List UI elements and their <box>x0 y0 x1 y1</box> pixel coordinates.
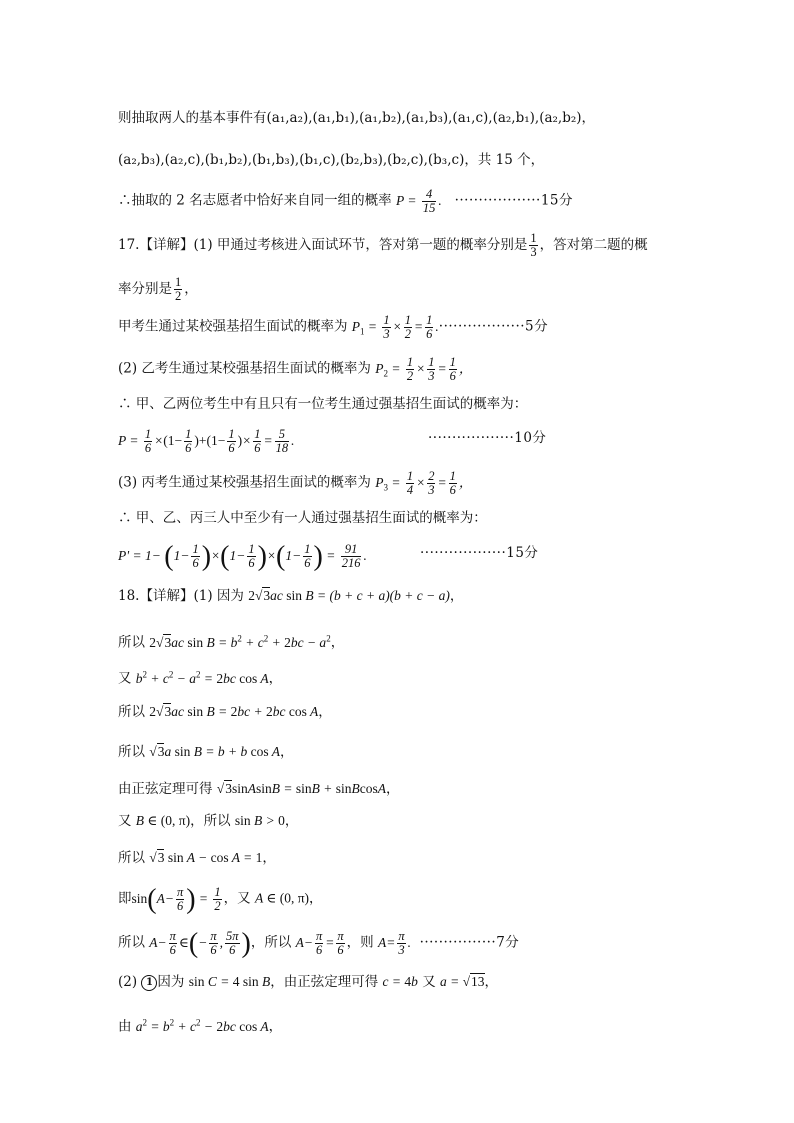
formula: 2√3ac sin B = (b + c + a)(b + c − a) <box>248 588 450 603</box>
formula: A= $\frac{\pi}{3}$ . <box>377 929 411 957</box>
circled-number-1: 1 <box>141 975 157 991</box>
text-segment: 即 <box>118 890 132 907</box>
formula-line <box>118 428 294 455</box>
formula: P' = 1− (1− $\frac{1}{6}$ )×(1− $\frac{1}{6}$ )×(1− $\frac{1}{6}$ ) = $\frac{91}{216}$ . <box>118 540 367 572</box>
score-mark: ··················10分 <box>428 430 547 446</box>
score-mark: ··················15分 <box>454 192 574 209</box>
text-line <box>118 108 595 128</box>
text-line: 所以 A− $\frac{\pi}{6}$ ∈(− $\frac{\pi}{6}$ , $\frac{5\pi}{6}$ )，所以 A− $\frac{\pi}{6}$ = $\frac{\pi}{6}$ ，则 A= $\frac{\pi}{3}$ . ················7分 <box>118 927 520 959</box>
fraction: $\frac{1}{3}$ <box>530 231 537 259</box>
text-line: 即sin(A− $\frac{\pi}{6}$ ) = $\frac{1}{2}$ ，又 A ∈ (0, π)， <box>118 883 323 915</box>
text-segment: 所以 <box>118 634 145 651</box>
text-segment: 所以 <box>118 704 145 720</box>
score-mark: ··················5分 <box>438 318 549 335</box>
text-segment: ∴ 甲、乙两位考生中有且只有一位考生通过强基招生面试的概率为： <box>118 396 528 412</box>
formula: $P_1$ = $\frac{1}{3}$ × $\frac{1}{2}$ = $\frac{1}{6}$ . <box>351 313 439 341</box>
formula: $b^2 + c^2 - a^2 = 2bc$ cos A <box>135 669 269 686</box>
text-line: 又 $b^2 + c^2 - a^2 = 2bc$ cos A， <box>118 669 283 687</box>
text-segment: 所以 <box>118 850 145 866</box>
text-segment: (a₂,b₃),(a₂,c),(b₁,b₂),(b₁,b₃),(b₁,c),(b₂,b₃),(b₂,c),(b₃,c)，共 15 个， <box>118 152 545 168</box>
formula: B ∈ (0, π) <box>135 813 191 828</box>
text-segment: 18.【详解】(1) 因为 <box>118 588 244 604</box>
text-line <box>420 543 538 563</box>
formula: sin B > 0 <box>234 813 285 828</box>
text-line: 率分别是 $\frac{1}{2}$ ， <box>118 275 198 303</box>
text-line: 所以 2√3ac $\sin B = b^2 + c^2 + 2bc - a^2$， <box>118 633 345 651</box>
text-segment: (3) 丙考生通过某校强基招生面试的概率为 <box>118 474 371 491</box>
text-line: 所以 2√3ac sin B = 2bc + 2bc cos A， <box>118 704 332 720</box>
text-line <box>118 356 472 383</box>
question-18-heading: 18.【详解】(1) 因为 2√3ac sin B = (b + c + a)(b + c − a)， <box>118 588 464 604</box>
formula-line <box>118 540 367 572</box>
formula: A− $\frac{\pi}{6}$ = $\frac{\pi}{6}$ <box>295 929 344 957</box>
text-segment: ∴抽取的 2 名志愿者中恰好来自同一组的概率 <box>118 192 392 209</box>
score-mark: ················7分 <box>419 934 520 951</box>
text-segment: 则抽取两人的基本事件有(a₁,a₂),(a₁,b₁),(a₁,b₂),(a₁,b₃),(a₁,c),(a₂,b₁),(a₂,b₂)， <box>118 110 596 126</box>
text-line <box>118 508 487 528</box>
formula: $a^2 = b^2 + c^2 - 2bc$ cos A <box>135 1017 269 1034</box>
formula: 2√3ac $\sin B = b^2 + c^2 + 2bc - a^2$ <box>149 633 331 650</box>
formula: $P_2$ = $\frac{1}{2}$ × $\frac{1}{3}$ = $\frac{1}{6}$ ， <box>375 355 473 383</box>
text-segment: 所以 <box>118 934 145 951</box>
fraction: $\frac{1}{2}$ <box>175 275 182 303</box>
text-line <box>118 470 472 497</box>
text-segment: 由正弦定理可得 <box>118 781 213 797</box>
text-segment: 因为 <box>157 974 185 990</box>
text-line <box>118 188 573 215</box>
text-line: (2) 1 因为 sin C = 4 sin B，由正弦定理可得 c = 4b 又 a = √13， <box>118 974 499 990</box>
formula: 2√3ac sin B = 2bc + 2bc cos A <box>149 704 319 719</box>
formula: √3 sin A − cos A = 1 <box>149 850 263 865</box>
formula: √3a sin B = b + b cos A <box>149 744 280 759</box>
text-line <box>118 314 548 341</box>
text-line <box>118 394 527 414</box>
text-segment: 17.【详解】(1) 甲通过考核进入面试环节，答对第一题的概率分别是 <box>118 237 528 253</box>
formula: $P_3$ = $\frac{1}{4}$ × $\frac{2}{3}$ = $\frac{1}{6}$ ， <box>375 469 473 497</box>
formula: P = $\frac{4}{15}$ . <box>395 187 442 215</box>
formula: sin C = 4 sin B <box>188 974 271 989</box>
text-segment: (2) <box>118 974 138 990</box>
text-segment: 甲考生通过某校强基招生面试的概率为 <box>118 318 348 335</box>
text-segment: (2) 乙考生通过某校强基招生面试的概率为 <box>118 360 371 377</box>
text-line: 所以 √3a sin B = b + b cos A， <box>118 744 294 760</box>
text-segment: ，由正弦定理可得 <box>270 974 379 990</box>
formula: P = $\frac{1}{6}$ ×(1− $\frac{1}{6}$ )+(1− $\frac{1}{6}$ )× $\frac{1}{6}$ = $\frac{5}{18}$ . <box>118 427 295 455</box>
text-line: 所以 √3 sin A − cos A = 1， <box>118 850 276 866</box>
formula: A− $\frac{\pi}{6}$ ∈(− $\frac{\pi}{6}$ , $\frac{5\pi}{6}$ ) <box>149 927 251 959</box>
formula: sin(A− $\frac{\pi}{6}$ ) = $\frac{1}{2}$ <box>131 883 221 915</box>
text-line <box>118 150 544 170</box>
formula: c = 4b <box>382 974 418 989</box>
text-line <box>428 428 546 448</box>
text-segment: 率分别是 <box>118 281 172 297</box>
text-segment: 所以 <box>118 744 145 760</box>
text-line: 由正弦定理可得 √3sinAsinB = sinB + sinBcosA， <box>118 781 400 797</box>
score-mark: ··················15分 <box>420 545 539 561</box>
question-17-heading <box>118 232 648 259</box>
text-segment: 又 <box>118 670 132 687</box>
text-segment: 又 <box>118 813 132 829</box>
text-segment: ，答对第二题的概 <box>539 237 648 253</box>
text-line: 由 $a^2 = b^2 + c^2 - 2bc$ cos A， <box>118 1017 283 1035</box>
text-segment: 由 <box>118 1018 132 1035</box>
text-line: 又 B ∈ (0, π)，所以 sin B > 0， <box>118 813 299 829</box>
formula: A ∈ (0, π) <box>254 890 310 906</box>
formula: a = √13 <box>440 974 485 989</box>
formula: √3sinAsinB = sinB + sinBcosA <box>216 781 386 796</box>
text-segment: 又 <box>422 974 436 990</box>
text-segment: ∴ 甲、乙、丙三人中至少有一人通过强基招生面试的概率为： <box>118 510 487 526</box>
